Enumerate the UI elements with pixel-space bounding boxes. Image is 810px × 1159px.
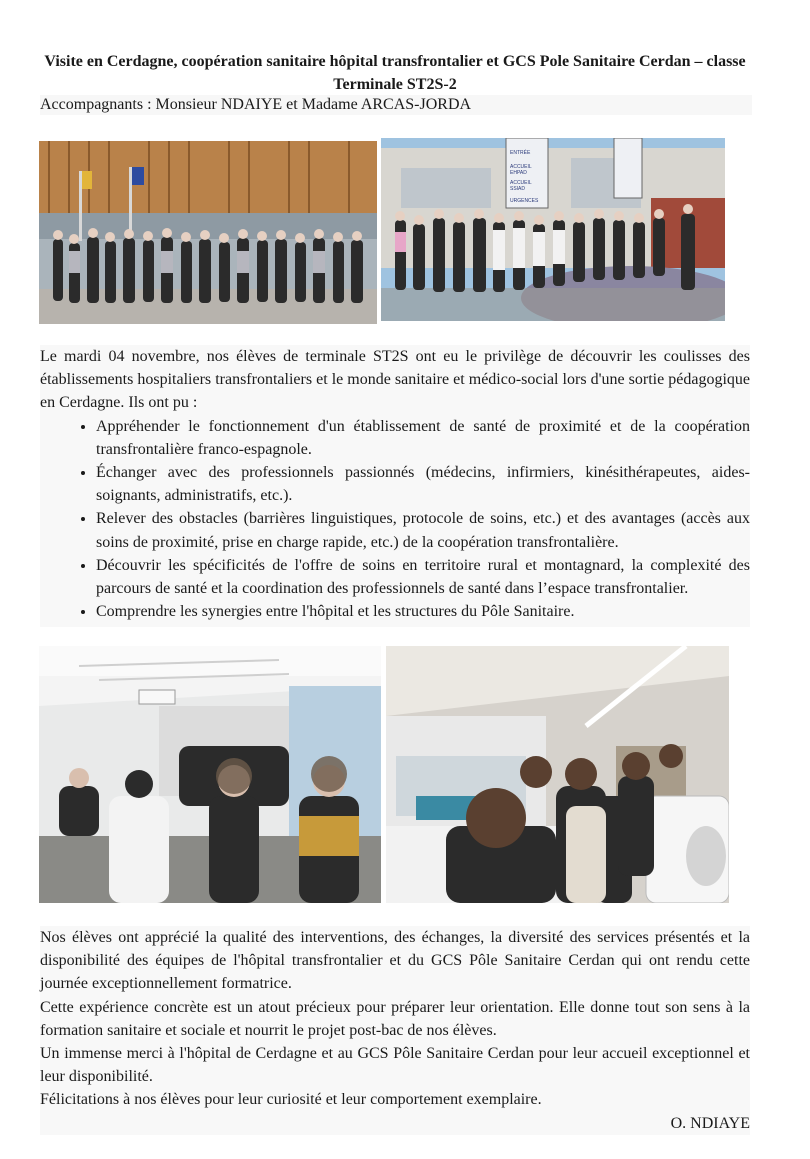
page-title: Visite en Cerdagne, coopération sanitaire hôpital transfrontalier et GCS Pole Sanitaire Cerdan – classe Terminale ST2S-2	[44, 53, 746, 93]
sign-line-1: ENTRÉE	[510, 150, 531, 156]
outro-paragraph-1: Nos élèves ont apprécié la qualité des interventions, des échanges, la diversité des services présentés et la disponibilité des équipes de l'hôpital transfrontalier et du GCS Pôle Sanitaire Cerdan qui ont rendu cette journée exceptionnellement formatrice.	[40, 929, 750, 993]
list-item: • Échanger avec des professionnels passionnés (médecins, infirmiers, kinésithérapeutes, aides-soignants, administratifs, etc.).	[96, 461, 750, 507]
intro-bullet-list	[40, 415, 750, 628]
sign-line-5: SSIAD	[510, 186, 526, 192]
sign-line-4: ACCUEIL	[510, 180, 532, 186]
list-item: • Découvrir les spécificités de l'offre de soins en territoire rural et montagnard, la complexité des parcours de santé et la coordination des professionnels de santé dans l’espace transfrontalier.	[96, 554, 750, 600]
outro-paragraph-3: Un immense merci à l'hôpital de Cerdagne et au GCS Pôle Sanitaire Cerdan pour leur accueil exceptionnel et leur disponibilité.	[40, 1045, 750, 1086]
sign-line-6: URGENCES	[510, 198, 539, 204]
list-item: • Appréhender le fonctionnement d'un établissement de santé de proximité et de la coopération transfrontalière franco-espagnole.	[96, 415, 750, 461]
photo-laboratory	[386, 646, 729, 903]
intro-section	[40, 345, 750, 627]
sign-line-2: ACCUEIL	[510, 164, 532, 170]
signature: O. NDIAYE	[670, 1114, 750, 1132]
list-item: • Relever des obstacles (barrières linguistiques, protocole de soins, etc.) et des avantages (accès aux soins de proximité, prise en charge rapide, etc.) de la coopération transfrontalière.	[96, 507, 750, 553]
outro-section	[40, 926, 750, 1135]
outro-paragraph-4: Félicitations à nos élèves pour leur curiosité et leur comportement exemplaire.	[40, 1091, 542, 1109]
list-item: • Comprendre les synergies entre l'hôpital et les structures du Pôle Sanitaire.	[96, 600, 750, 623]
intro-paragraph: Le mardi 04 novembre, nos élèves de terminale ST2S ont eu le privilège de découvrir les coulisses des établissements hospitaliers transfrontaliers et le monde sanitaire et médico-social lors d'une sortie pédagogique en Cerdagne. Ils ont pu :	[40, 348, 750, 412]
photo-group-facade	[39, 141, 377, 324]
outro-paragraph-2: Cette expérience concrète est un atout précieux pour préparer leur orientation. Elle donne tout son sens à la formation sanitaire et sociale et nourrit le projet post-bac de nos élèves.	[40, 998, 750, 1039]
photo-group-hospital	[381, 138, 725, 321]
accompagnants-line: Accompagnants : Monsieur NDAIYE et Madame ARCAS-JORDA	[40, 95, 752, 115]
photo-presentation-room	[39, 646, 381, 903]
sign-line-3: EHPAD	[510, 170, 527, 176]
